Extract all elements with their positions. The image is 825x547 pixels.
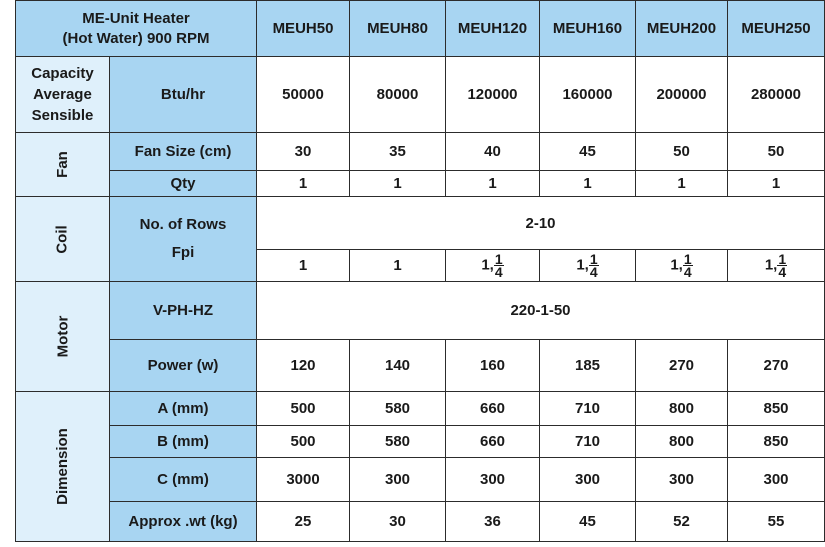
- row-label-vph: V-PH-HZ: [110, 282, 257, 340]
- row-label-fpi: Fpi: [171, 244, 195, 261]
- model-header: MEUH80: [350, 1, 446, 57]
- table-cell: 710: [540, 392, 636, 426]
- category-capacity-line: Average: [33, 86, 92, 103]
- table-cell: 710: [540, 426, 636, 458]
- table-cell: 45: [540, 502, 636, 542]
- table-cell: 52: [636, 502, 728, 542]
- table-cell: 30: [257, 133, 350, 171]
- table-cell: 300: [350, 458, 446, 502]
- fpi-whole: 1,: [764, 256, 778, 274]
- category-fan-label: Fan: [53, 151, 71, 178]
- table-cell: 580: [350, 426, 446, 458]
- fpi-cell: [446, 250, 540, 282]
- model-header: MEUH120: [446, 1, 540, 57]
- fpi-whole: 1: [298, 257, 308, 274]
- table-cell: 500: [257, 426, 350, 458]
- category-fan: [16, 133, 110, 197]
- model-header: MEUH160: [540, 1, 636, 57]
- table-cell: 1: [350, 171, 446, 197]
- table-cell: 50000: [257, 57, 350, 133]
- fpi-numerator: 1: [683, 251, 692, 267]
- category-capacity: [16, 57, 110, 133]
- row-label-qty: Qty: [110, 171, 257, 197]
- table-cell: 800: [636, 426, 728, 458]
- table-cell-vph: 220-1-50: [257, 282, 825, 340]
- category-capacity-line: Capacity: [31, 65, 94, 82]
- category-capacity-line: Sensible: [31, 107, 94, 124]
- table-cell: 140: [350, 340, 446, 392]
- category-dimension: [16, 392, 110, 542]
- table-cell: 120000: [446, 57, 540, 133]
- model-header: MEUH200: [636, 1, 728, 57]
- table-cell: 300: [728, 458, 825, 502]
- fpi-cell: [540, 250, 636, 282]
- fpi-denominator: 4: [778, 264, 787, 280]
- fpi-fraction: [683, 253, 693, 278]
- table-cell: 300: [446, 458, 540, 502]
- table-cell: 800: [636, 392, 728, 426]
- row-label-rows: No. of Rows: [139, 216, 227, 233]
- table-cell: 580: [350, 392, 446, 426]
- row-label-rows-fpi: [110, 197, 257, 282]
- fpi-denominator: 4: [589, 264, 598, 280]
- table-cell: 36: [446, 502, 540, 542]
- category-motor: [16, 282, 110, 392]
- table-cell: 500: [257, 392, 350, 426]
- table-cell: 200000: [636, 57, 728, 133]
- row-label-b: B (mm): [110, 426, 257, 458]
- table-cell: 80000: [350, 57, 446, 133]
- fpi-cell: [350, 250, 446, 282]
- table-cell: 185: [540, 340, 636, 392]
- fpi-numerator: 1: [494, 251, 503, 267]
- row-label-weight: Approx .wt (kg): [110, 502, 257, 542]
- fpi-denominator: 4: [683, 264, 692, 280]
- table-cell: 1: [446, 171, 540, 197]
- fpi-numerator: 1: [589, 251, 598, 267]
- table-cell: 120: [257, 340, 350, 392]
- table-cell: 160000: [540, 57, 636, 133]
- fpi-whole: 1: [393, 257, 402, 274]
- row-label-a: A (mm): [110, 392, 257, 426]
- table-title-line1: ME-Unit Heater: [82, 9, 190, 27]
- table-cell: 850: [728, 392, 825, 426]
- table-title: [16, 1, 257, 57]
- fpi-cell: [728, 250, 825, 282]
- row-label-fan-size: Fan Size (cm): [110, 133, 257, 171]
- category-coil-label: Coil: [54, 224, 71, 254]
- model-header: MEUH250: [728, 1, 825, 57]
- table-cell: 55: [728, 502, 825, 542]
- table-cell: 50: [728, 133, 825, 171]
- table-cell: 50: [636, 133, 728, 171]
- fpi-cell: [257, 250, 350, 282]
- table-cell: 1: [728, 171, 825, 197]
- table-cell: 850: [728, 426, 825, 458]
- table-cell: 45: [540, 133, 636, 171]
- fpi-whole: 1,: [670, 256, 683, 274]
- table-cell: 1: [540, 171, 636, 197]
- table-cell: 660: [446, 392, 540, 426]
- table-cell: 270: [636, 340, 728, 392]
- model-header: MEUH50: [257, 1, 350, 57]
- table-cell-rows: 2-10: [257, 197, 825, 250]
- table-cell: 300: [540, 458, 636, 502]
- category-dimension-label: Dimension: [54, 428, 71, 505]
- fpi-whole: 1,: [481, 256, 494, 274]
- category-coil: [16, 197, 110, 282]
- table-cell: 40: [446, 133, 540, 171]
- fpi-fraction: [494, 253, 504, 278]
- table-cell: 3000: [257, 458, 350, 502]
- table-cell: 660: [446, 426, 540, 458]
- fpi-numerator: 1: [778, 251, 787, 267]
- fpi-fraction: [589, 253, 599, 278]
- table-cell: 280000: [728, 57, 825, 133]
- fpi-denominator: 4: [494, 264, 503, 280]
- table-cell: 1: [257, 171, 350, 197]
- fpi-whole: 1,: [576, 256, 589, 274]
- table-cell: 25: [257, 502, 350, 542]
- spec-table: [15, 0, 825, 542]
- table-title-line2: (Hot Water) 900 RPM: [62, 29, 210, 47]
- table-cell: 270: [728, 340, 825, 392]
- row-label-power: Power (w): [110, 340, 257, 392]
- fpi-fraction: [777, 253, 787, 278]
- table-cell: 300: [636, 458, 728, 502]
- table-cell: 35: [350, 133, 446, 171]
- row-label-btu: Btu/hr: [110, 57, 257, 133]
- table-cell: 160: [446, 340, 540, 392]
- category-motor-label: Motor: [54, 315, 71, 358]
- row-label-c: C (mm): [110, 458, 257, 502]
- fpi-cell: [636, 250, 728, 282]
- table-cell: 1: [636, 171, 728, 197]
- table-cell: 30: [350, 502, 446, 542]
